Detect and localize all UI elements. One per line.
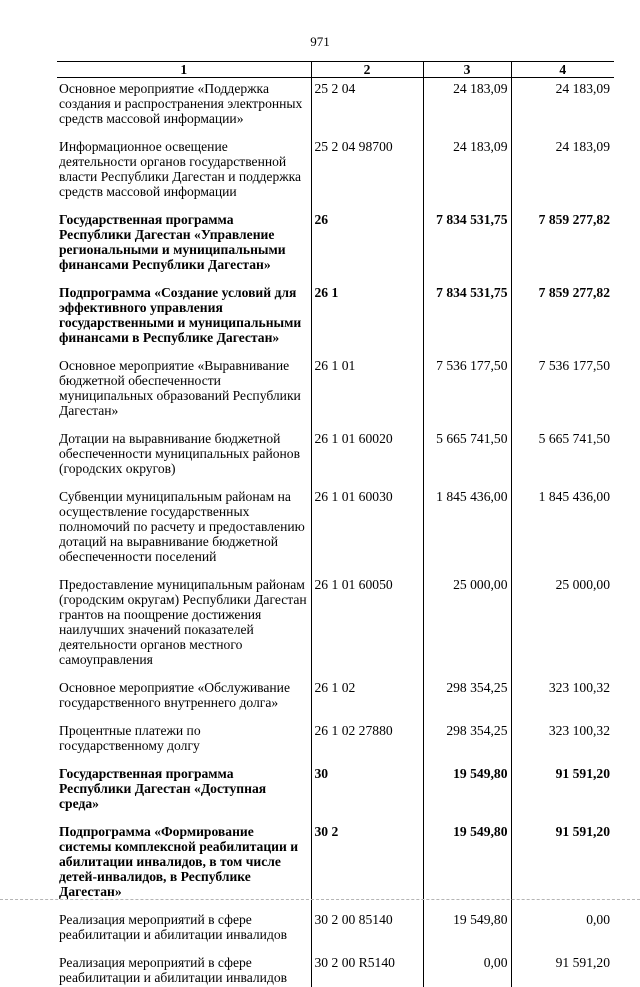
row-name: Государственная программа Республики Дагестан «Доступная среда» (57, 763, 311, 821)
row-code: 26 1 01 (311, 355, 423, 428)
table-row (57, 355, 614, 428)
table-row (57, 428, 614, 486)
row-name: Подпрограмма «Формирование системы комплексной реабилитации и абилитации инвалидов, в том числе детей-инвалидов, в Республике Дагестан» (57, 821, 311, 909)
table-body (57, 78, 614, 987)
table-row (57, 574, 614, 677)
table-row (57, 909, 614, 952)
row-value-col3: 19 549,80 (423, 909, 511, 952)
row-name: Процентные платежи по государственному долгу (57, 720, 311, 763)
row-value-col3: 5 665 741,50 (423, 428, 511, 486)
row-code: 30 (311, 763, 423, 821)
row-code: 26 1 01 60050 (311, 574, 423, 677)
budget-table (57, 61, 614, 987)
table-row (57, 952, 614, 987)
row-value-col4: 25 000,00 (511, 574, 614, 677)
row-name: Субвенции муниципальным районам на осуществление государственных полномочий по расчету и предоставлению дотаций на выравнивание бюджетной обеспеченности поселений (57, 486, 311, 574)
row-code: 30 2 (311, 821, 423, 909)
table-row (57, 136, 614, 209)
row-value-col3: 24 183,09 (423, 136, 511, 209)
row-value-col4: 323 100,32 (511, 720, 614, 763)
row-value-col3: 19 549,80 (423, 763, 511, 821)
row-name: Предоставление муниципальным районам (городским округам) Республики Дагестан грантов на поощрение достижения наилучших значений показателей деятельности органов местного самоуправления (57, 574, 311, 677)
column-header-2: 2 (311, 62, 423, 78)
row-code: 26 1 02 27880 (311, 720, 423, 763)
column-header-1: 1 (57, 62, 311, 78)
row-value-col4: 91 591,20 (511, 821, 614, 909)
row-value-col4: 91 591,20 (511, 763, 614, 821)
row-value-col4: 24 183,09 (511, 78, 614, 137)
row-code: 26 (311, 209, 423, 282)
row-name: Государственная программа Республики Дагестан «Управление региональными и муниципальными финансами Республики Дагестан» (57, 209, 311, 282)
row-name: Основное мероприятие «Поддержка создания и распространения электронных средств массовой информации» (57, 78, 311, 137)
row-name: Реализация мероприятий в сфере реабилитации и абилитации инвалидов (57, 952, 311, 987)
row-code: 30 2 00 R5140 (311, 952, 423, 987)
row-value-col4: 323 100,32 (511, 677, 614, 720)
row-value-col4: 1 845 436,00 (511, 486, 614, 574)
row-name: Основное мероприятие «Обслуживание государственного внутреннего долга» (57, 677, 311, 720)
row-value-col3: 1 845 436,00 (423, 486, 511, 574)
row-value-col3: 25 000,00 (423, 574, 511, 677)
table-header (57, 62, 614, 78)
row-code: 26 1 01 60020 (311, 428, 423, 486)
table-row (57, 720, 614, 763)
row-value-col4: 24 183,09 (511, 136, 614, 209)
table-row (57, 209, 614, 282)
table-row (57, 763, 614, 821)
row-name: Реализация мероприятий в сфере реабилитации и абилитации инвалидов (57, 909, 311, 952)
row-name: Подпрограмма «Создание условий для эффективного управления государственными и муниципальными финансами в Республике Дагестан» (57, 282, 311, 355)
row-value-col4: 7 859 277,82 (511, 282, 614, 355)
row-value-col3: 7 536 177,50 (423, 355, 511, 428)
row-value-col4: 7 859 277,82 (511, 209, 614, 282)
row-name: Основное мероприятие «Выравнивание бюджетной обеспеченности муниципальных образований Республики Дагестан» (57, 355, 311, 428)
table-row (57, 821, 614, 909)
row-value-col3: 298 354,25 (423, 720, 511, 763)
table-row (57, 486, 614, 574)
row-value-col3: 7 834 531,75 (423, 209, 511, 282)
page-bottom-edge (0, 899, 640, 901)
row-code: 26 1 02 (311, 677, 423, 720)
table-row (57, 282, 614, 355)
row-code: 25 2 04 (311, 78, 423, 137)
row-value-col3: 0,00 (423, 952, 511, 987)
row-value-col4: 91 591,20 (511, 952, 614, 987)
header-row (57, 62, 614, 78)
row-code: 25 2 04 98700 (311, 136, 423, 209)
table-row (57, 677, 614, 720)
row-code: 26 1 01 60030 (311, 486, 423, 574)
page-number: 971 (0, 34, 640, 50)
row-name: Дотации на выравнивание бюджетной обеспеченности муниципальных районов (городских округов) (57, 428, 311, 486)
row-code: 26 1 (311, 282, 423, 355)
column-header-3: 3 (423, 62, 511, 78)
column-header-4: 4 (511, 62, 614, 78)
row-value-col4: 7 536 177,50 (511, 355, 614, 428)
table-row (57, 78, 614, 137)
row-value-col3: 24 183,09 (423, 78, 511, 137)
row-value-col3: 298 354,25 (423, 677, 511, 720)
row-name: Информационное освещение деятельности органов государственной власти Республики Дагестан и поддержка средств массовой информации (57, 136, 311, 209)
row-value-col3: 7 834 531,75 (423, 282, 511, 355)
row-value-col4: 5 665 741,50 (511, 428, 614, 486)
row-code: 30 2 00 85140 (311, 909, 423, 952)
row-value-col4: 0,00 (511, 909, 614, 952)
row-value-col3: 19 549,80 (423, 821, 511, 909)
